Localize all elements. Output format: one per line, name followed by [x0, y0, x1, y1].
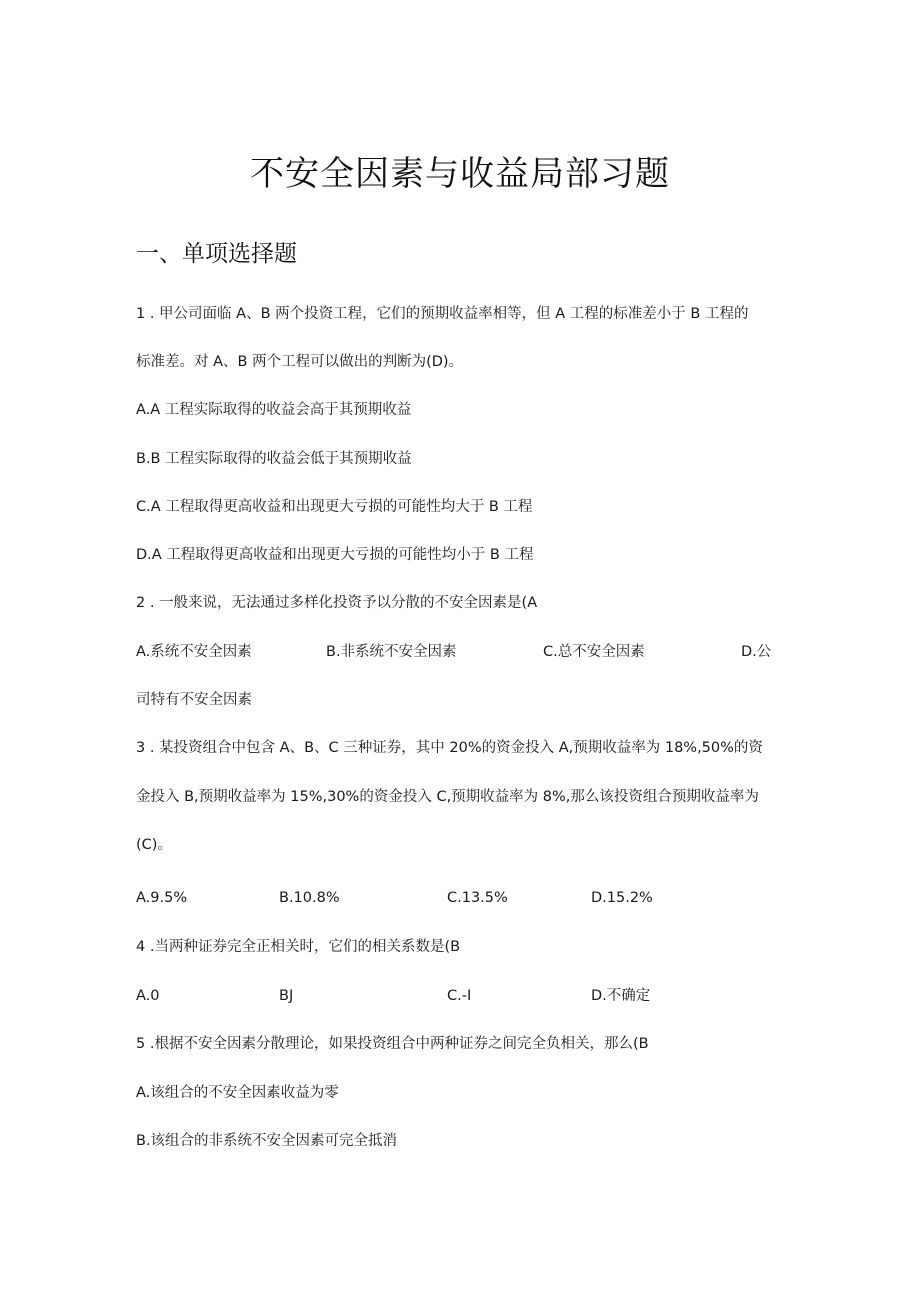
page-title: 不安全因素与收益局部习题	[250, 154, 670, 194]
question-1-text-cont: 标准差。对 A、B 两个工程可以做出的判断为(D)。	[136, 354, 464, 370]
question-4-option-c: C.-I	[447, 988, 472, 1004]
question-5-option-b: B.该组合的非系统不安全因素可完全抵消	[136, 1133, 398, 1149]
question-1-option-a: A.A 工程实际取得的收益会高于其预期收益	[136, 402, 412, 418]
question-3-text-end: (C)。	[136, 837, 172, 853]
question-5-option-a: A.该组合的不安全因素收益为零	[136, 1085, 339, 1101]
question-2-option-d-cont: 司特有不安全因素	[136, 692, 252, 708]
question-1-option-b: B.B 工程实际取得的收益会低于其预期收益	[136, 451, 412, 467]
question-3-option-b: B.10.8%	[279, 890, 340, 906]
question-1-text: 1 . 甲公司面临 A、B 两个投资工程，它们的预期收益率相等，但 A 工程的标准差小于 B 工程的	[136, 306, 749, 322]
question-3-option-c: C.13.5%	[447, 890, 508, 906]
question-4-option-b: BJ	[279, 988, 294, 1004]
question-2-option-b: B.非系统不安全因素	[326, 644, 457, 660]
question-2-text: 2 . 一般来说，无法通过多样化投资予以分散的不安全因素是(A	[136, 595, 538, 611]
question-4-options	[0, 985, 920, 1007]
question-1-option-c: C.A 工程取得更高收益和出现更大亏损的可能性均大于 B 工程	[136, 499, 533, 515]
question-3-option-a: A.9.5%	[136, 890, 188, 906]
question-5-text: 5 .根据不安全因素分散理论，如果投资组合中两种证券之间完全负相关，那么(B	[136, 1036, 649, 1052]
question-3-options	[0, 887, 920, 909]
question-3-text-cont: 金投入 B,预期收益率为 15%,30%的资金投入 C,预期收益率为 8%,那么该投资组合预期收益率为	[136, 789, 759, 805]
question-2-options	[0, 641, 920, 663]
question-3-option-d: D.15.2%	[591, 890, 653, 906]
question-2-option-d: D.公	[741, 644, 772, 660]
question-3-text: 3 . 某投资组合中包含 A、B、C 三种证券，其中 20%的资金投入 A,预期收益率为 18%,50%的资	[136, 740, 763, 756]
question-4-option-a: A.0	[136, 988, 160, 1004]
question-1-option-d: D.A 工程取得更高收益和出现更大亏损的可能性均小于 B 工程	[136, 547, 534, 563]
question-4-option-d: D.不确定	[591, 988, 651, 1004]
section-heading: 一、单项选择题	[136, 241, 297, 267]
question-4-text: 4 .当两种证券完全正相关时，它们的相关系数是(B	[136, 939, 461, 955]
question-2-option-c: C.总不安全因素	[543, 644, 645, 660]
question-2-option-a: A.系统不安全因素	[136, 644, 252, 660]
